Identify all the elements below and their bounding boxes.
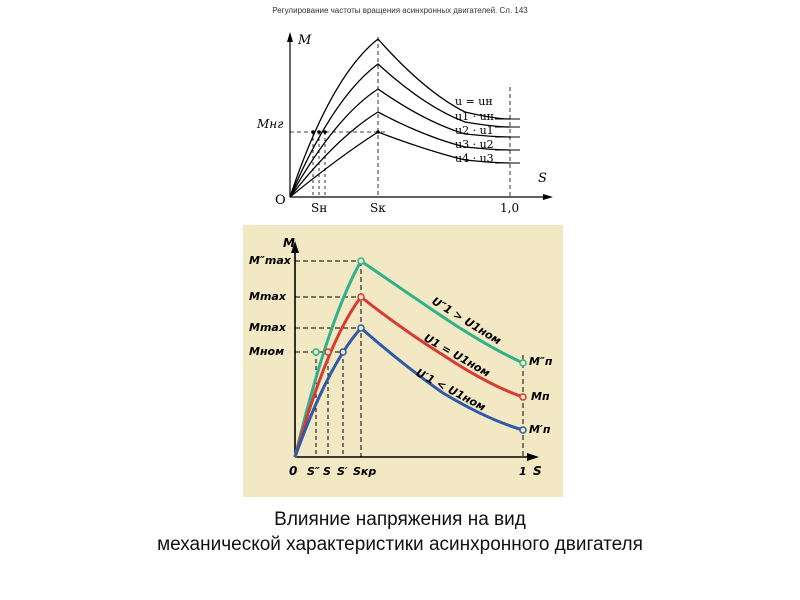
end-nominal-marker xyxy=(520,394,526,400)
bottom-y-axis-label: M xyxy=(283,236,295,250)
top-curve-label-4: u3 · u2 xyxy=(455,138,494,151)
label-m-max-low: Mmax xyxy=(249,321,286,334)
peak-low-marker xyxy=(358,325,364,331)
curve-label-nominal: U1 = U1ном xyxy=(421,331,493,380)
top-curve-label-5: u4 · u3 xyxy=(455,152,494,165)
top-y-arrow xyxy=(287,32,293,42)
label-m-start-high: M″п xyxy=(529,355,553,368)
end-low-marker xyxy=(520,427,526,433)
top-y-axis-label: M xyxy=(298,33,312,48)
slide-header: Регулирование частоты вращения асинхронных двигателей. Сл. 143 xyxy=(272,6,528,15)
label-s-prime: S′ xyxy=(337,465,348,478)
end-high-marker xyxy=(520,360,526,366)
top-curve-label-3: u2 · u1 xyxy=(455,124,494,137)
bottom-origin-label: 0 xyxy=(289,464,298,478)
label-one: 1 xyxy=(519,465,527,478)
top-tick-sn: Sн xyxy=(311,201,328,215)
caption-line-1: Влияние напряжения на вид xyxy=(274,509,526,530)
op-point-nominal xyxy=(325,349,331,355)
label-m-start-low: M′п xyxy=(529,423,551,436)
curve-label-low: U′1 < U1ном xyxy=(413,366,488,414)
top-x-axis-label: S xyxy=(538,171,547,186)
top-m-nom-label: Mнг xyxy=(257,117,284,131)
op-point-high xyxy=(313,349,319,355)
peak-high-marker xyxy=(358,258,364,264)
label-s-kr: Sкр xyxy=(353,465,377,478)
label-m-nom: Mном xyxy=(249,345,285,358)
label-s: S xyxy=(323,465,331,478)
top-curve-label-1: u = uн xyxy=(455,95,493,108)
curve-label-high: U″1 > U1ном xyxy=(429,294,504,348)
peak-nominal-marker xyxy=(358,294,364,300)
bottom-x-axis-label: S xyxy=(533,464,542,478)
slide-caption xyxy=(0,507,800,557)
top-tick-one: 1,0 xyxy=(500,201,520,215)
caption-line-2: механической характеристики асинхронного двигателя xyxy=(157,534,643,555)
label-m-start: Mп xyxy=(531,390,550,403)
label-m-max: Mmax xyxy=(249,290,286,303)
bottom-figure xyxy=(243,225,563,497)
label-m-max-high: M″max xyxy=(249,254,291,267)
top-origin-label: O xyxy=(275,193,286,208)
top-curve-label-2: u1 · uн xyxy=(455,110,494,123)
label-s-double-prime: S″ xyxy=(307,465,320,478)
top-figure xyxy=(255,22,555,217)
op-point-low xyxy=(340,349,346,355)
top-tick-sk: Sк xyxy=(370,201,386,215)
top-x-arrow xyxy=(543,194,553,200)
